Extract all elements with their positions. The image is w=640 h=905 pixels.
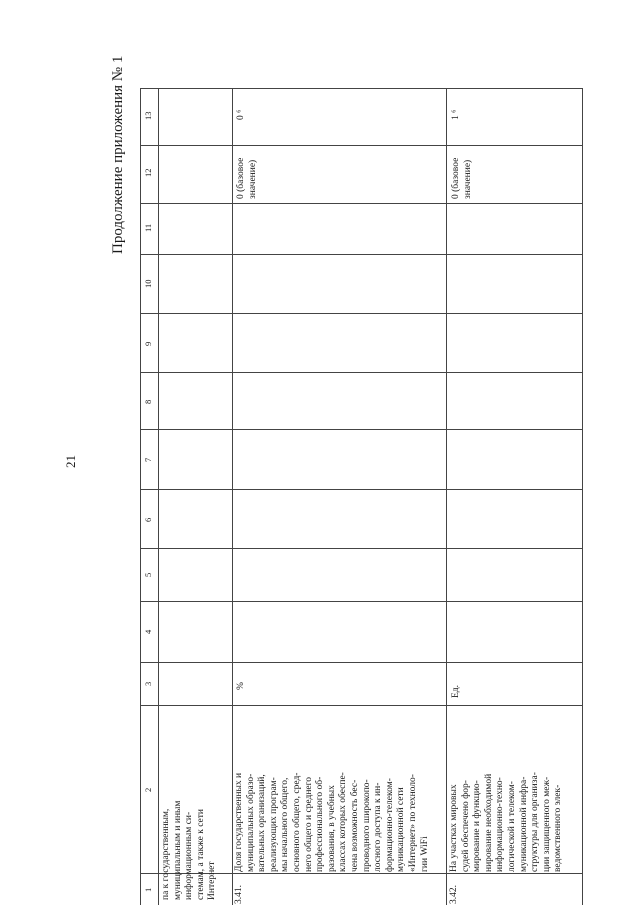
row-3-description: На участках мировых судей обеспечено фор- мирование и функцио- нирование необходимой информационно-техно- логической и телеком- муникационной инфра- структуры для организа- ции защищенного меж- ведомственного элек-	[449, 772, 564, 872]
col-header-11: 11	[143, 223, 153, 232]
col-header-8: 8	[143, 399, 153, 404]
header-row-divider	[158, 88, 159, 905]
col-header-4: 4	[143, 629, 153, 634]
col-header-6: 6	[143, 517, 153, 522]
col-12-11-divider	[140, 203, 582, 204]
row-3-col13: 1 ⁶	[451, 109, 461, 120]
row-3-col12: 0 (базовое значение)	[451, 157, 473, 199]
col-header-13: 13	[143, 111, 153, 120]
table-border-left	[140, 88, 141, 905]
col-8-7-divider	[140, 429, 582, 430]
row-1-description: па к государственным, муниципальным и иным информационным си- стемам, а также к сети Интернет	[161, 800, 218, 900]
table-border-right	[582, 88, 583, 905]
appendix-title: Продолжение приложения № 1	[110, 55, 126, 254]
col-header-2: 2	[143, 787, 153, 792]
col-header-3: 3	[143, 681, 153, 686]
table-border-top	[140, 88, 582, 89]
row-2-col13: 0 ⁶	[236, 109, 246, 120]
row-2-id: 3.41.	[234, 885, 244, 904]
col-10-9-divider	[140, 313, 582, 314]
row-2-description: Доля государственных и муниципальных образо- вательных организаций, реализующих програм- мы начального общего, основного общего, сред- него общего и среднего профессионального об- разования, в учебных классах которых обеспе- чена возможность бес- проводного широкопо- лосного доступа к ин- формационно-телеком- муникационной сети «Интернет» по техноло- гии WiFi	[234, 772, 430, 872]
col-6-5-divider	[140, 548, 582, 549]
row-2-divider	[446, 88, 447, 905]
row-3-unit: Ед.	[451, 684, 461, 698]
row-2-col12: 0 (базовое значение)	[236, 157, 258, 199]
col-9-8-divider	[140, 372, 582, 373]
row-1-divider	[232, 88, 233, 905]
row-3-id: 3.42.	[449, 885, 459, 904]
col-5-4-divider	[140, 601, 582, 602]
col-11-10-divider	[140, 254, 582, 255]
col-4-3-divider	[140, 662, 582, 663]
col-header-1: 1	[143, 887, 153, 892]
col-13-12-divider	[140, 145, 582, 146]
col-7-6-divider	[140, 489, 582, 490]
row-2-unit: %	[236, 682, 246, 690]
col-header-10: 10	[143, 279, 153, 288]
page-number: 21	[63, 455, 78, 468]
col-header-12: 12	[143, 168, 153, 177]
col-header-5: 5	[143, 572, 153, 577]
col-header-9: 9	[143, 341, 153, 346]
col-header-7: 7	[143, 457, 153, 462]
